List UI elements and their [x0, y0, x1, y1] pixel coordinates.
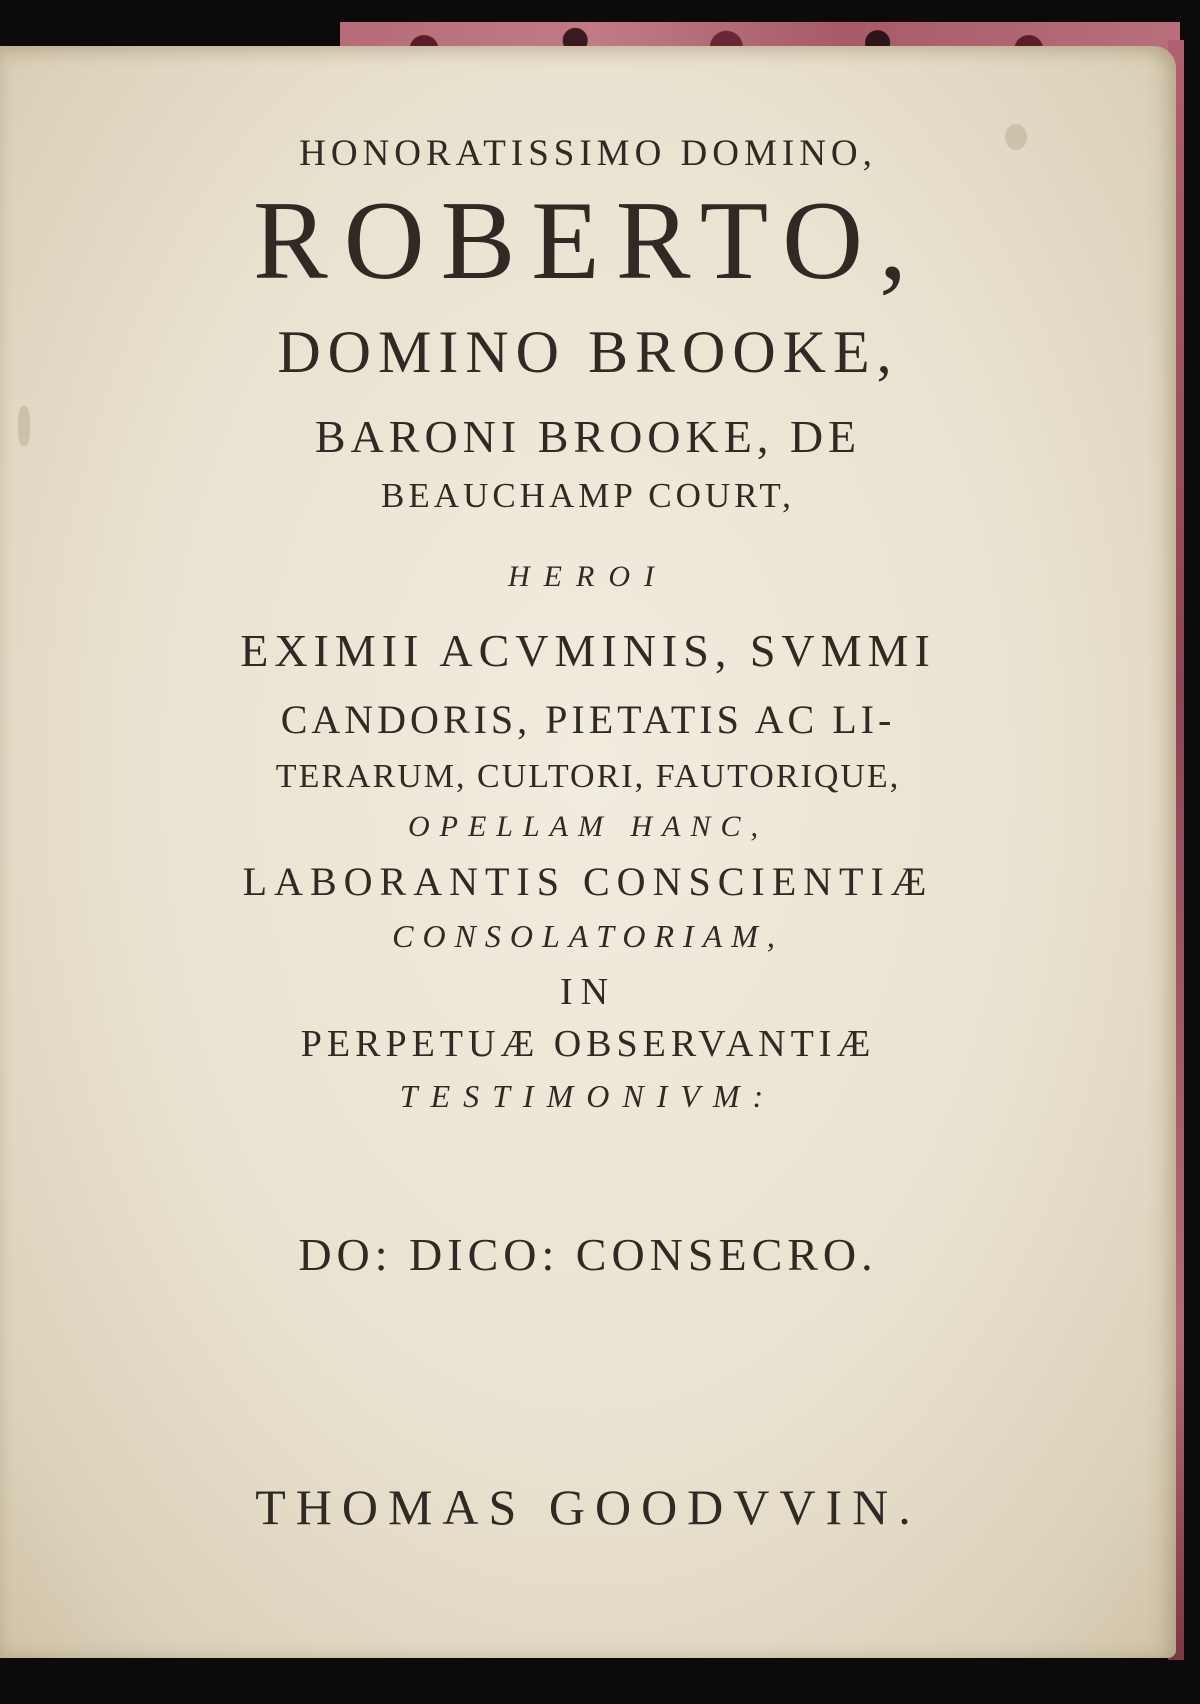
dedication-heroi: HEROI [508, 560, 668, 593]
dedication-opellam: OPELLAM HANC, [407, 810, 768, 843]
dedication-observantiae: PERPETUÆ OBSERVANTIÆ [300, 1023, 876, 1065]
dedication-work-title: LABORANTIS CONSCIENTIÆ [242, 859, 934, 904]
dedication-in: IN [559, 971, 617, 1013]
author-signature: THOMAS GOODVVIN. [255, 1479, 921, 1535]
dedicatee-title: DOMINO BROOKE, [277, 319, 899, 385]
dedication-virtues-1: EXIMII ACVMINIS, SVMMI [240, 625, 936, 676]
dedicatee-place: BEAUCHAMP COURT, [381, 476, 795, 515]
dedicatee-barony: BARONI BROOKE, DE [314, 411, 862, 462]
dedication-consolatoriam: CONSOLATORIAM, [392, 918, 784, 954]
dedication-testimonium: TESTIMONIVM: [399, 1078, 777, 1114]
dedication-consecro: DO: DICO: CONSECRO. [298, 1229, 878, 1280]
dedication-virtues-2: CANDORIS, PIETATIS AC LI- [280, 697, 896, 742]
dedicatee-name: ROBERTO, [253, 179, 923, 303]
dedication-salutation: HONORATISSIMO DOMINO, [299, 133, 877, 174]
dedication-virtues-3: TERARUM, CULTORI, FAUTORIQUE, [275, 758, 901, 795]
book-page [0, 46, 1176, 1658]
